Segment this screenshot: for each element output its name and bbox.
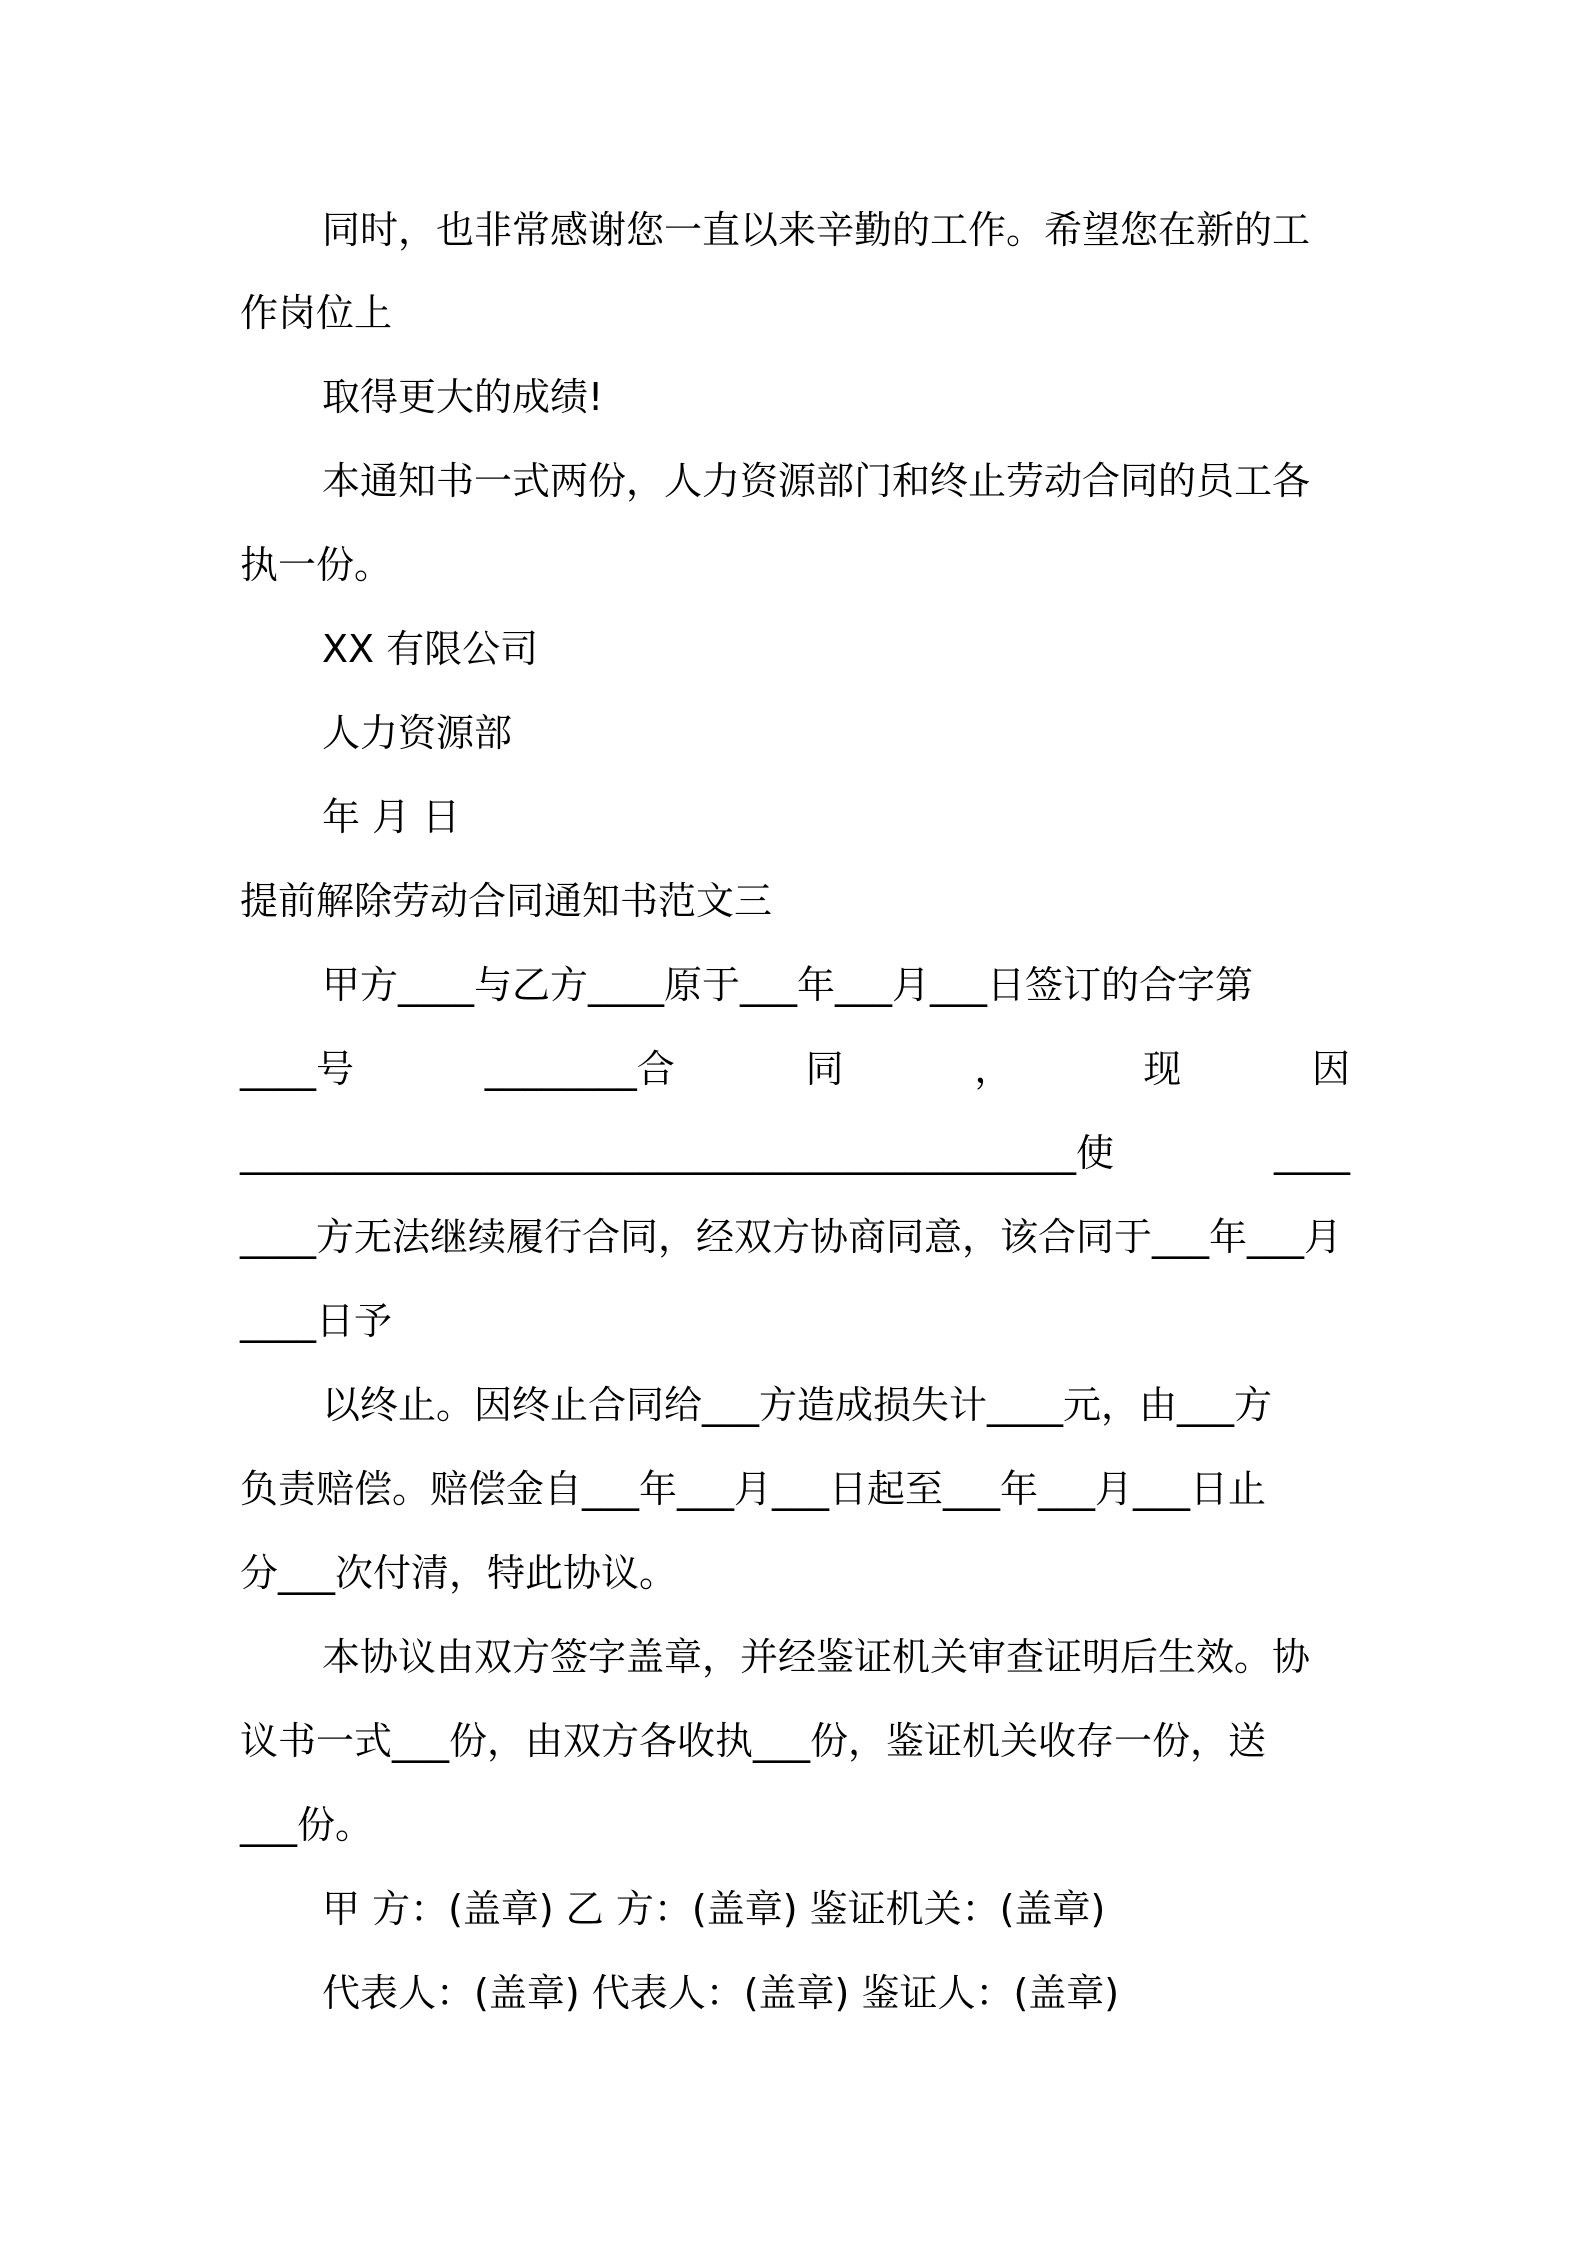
paragraph-line: 同时，也非常感谢您一直以来辛勤的工作。希望您在新的工 (322, 208, 1311, 252)
justified-line (240, 1044, 1350, 1094)
paragraph-line: 本通知书一式两份，人力资源部门和终止劳动合同的员工各 (322, 459, 1311, 503)
justified-line (240, 1128, 1350, 1178)
paragraph-line: 执一份。 (240, 543, 393, 587)
paragraph-line: ____方无法继续履行合同，经双方协商同意，该合同于___年___月 (240, 1215, 1343, 1259)
paragraph-line: 本协议由双方签字盖章，并经鉴证机关审查证明后生效。协 (322, 1635, 1311, 1679)
company-name: XX 有限公司 (322, 627, 539, 671)
justified-word: 因 (1311, 1047, 1350, 1091)
paragraph-line: 分___次付清，特此协议。 (240, 1551, 678, 1595)
paragraph-line: ____日予 (240, 1299, 393, 1343)
justified-word: ， (974, 1047, 1013, 1091)
signature-line-parties: 甲 方：(盖章) 乙 方：(盖章) 鉴证机关：(盖章) (322, 1887, 1106, 1931)
paragraph-line: 取得更大的成绩! (322, 375, 604, 419)
justified-word: 现 (1143, 1047, 1182, 1091)
date-line: 年 月 日 (322, 795, 461, 839)
signature-line-representatives: 代表人：(盖章) 代表人：(盖章) 鉴证人：(盖章) (322, 1971, 1120, 2015)
paragraph-line: ___份。 (240, 1803, 374, 1847)
justified-word: ____________________________________________使 (240, 1131, 1115, 1175)
paragraph-line: 作岗位上 (240, 291, 393, 335)
section-title: 提前解除劳动合同通知书范文三 (240, 879, 773, 923)
department-name: 人力资源部 (322, 711, 513, 755)
justified-word: ____ (1274, 1131, 1350, 1175)
paragraph-line: 甲方____与乙方____原于___年___月___日签订的合字第 (322, 963, 1254, 1007)
paragraph-line: 负责赔偿。赔偿金自___年___月___日起至___年___月___日止 (240, 1467, 1267, 1511)
paragraph-line: 议书一式___份，由双方各收执___份，鉴证机关收存一份，送 (240, 1719, 1267, 1763)
justified-word: ____号 (240, 1047, 355, 1091)
paragraph-line: 以终止。因终止合同给___方造成损失计____元，由___方 (322, 1383, 1273, 1427)
justified-word: 同 (805, 1047, 844, 1091)
justified-word: ________合 (484, 1047, 675, 1091)
